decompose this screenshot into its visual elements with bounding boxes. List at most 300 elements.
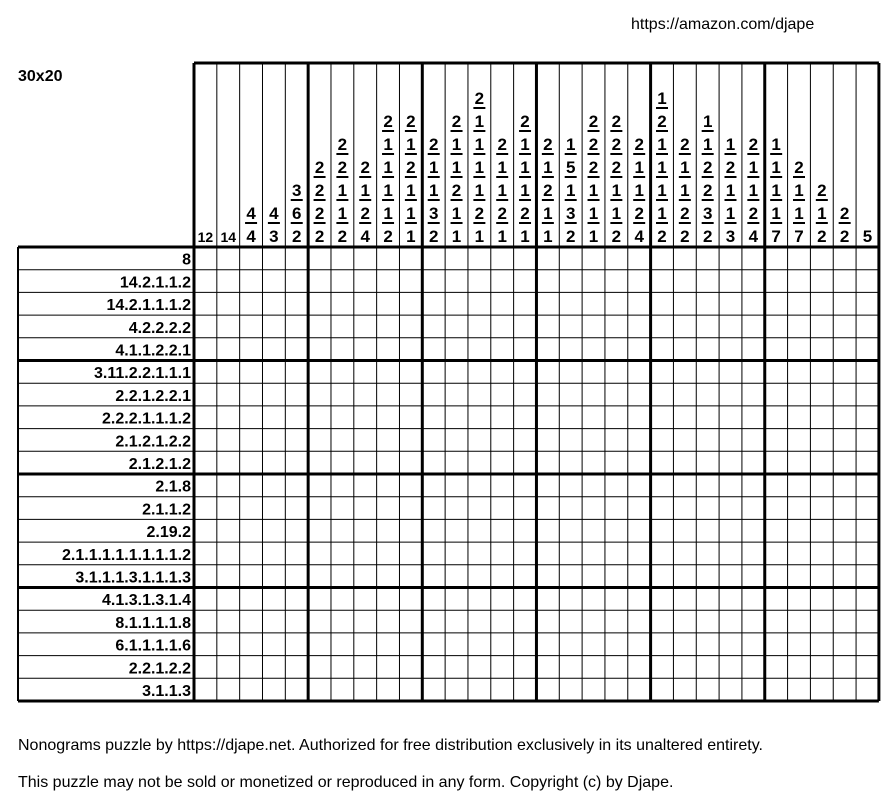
grid-cell[interactable] — [308, 542, 331, 565]
grid-cell[interactable] — [308, 656, 331, 679]
grid-cell[interactable] — [491, 406, 514, 429]
grid-cell[interactable] — [308, 588, 331, 611]
grid-cell[interactable] — [856, 656, 879, 679]
grid-cell[interactable] — [331, 588, 354, 611]
grid-cell[interactable] — [194, 292, 217, 315]
grid-cell[interactable] — [468, 429, 491, 452]
grid-cell[interactable] — [377, 678, 400, 701]
grid-cell[interactable] — [765, 451, 788, 474]
grid-cell[interactable] — [399, 474, 422, 497]
grid-cell[interactable] — [605, 383, 628, 406]
grid-cell[interactable] — [719, 588, 742, 611]
grid-cell[interactable] — [331, 247, 354, 270]
grid-cell[interactable] — [377, 565, 400, 588]
grid-cell[interactable] — [194, 678, 217, 701]
grid-cell[interactable] — [194, 451, 217, 474]
grid-cell[interactable] — [536, 565, 559, 588]
grid-cell[interactable] — [445, 519, 468, 542]
grid-cell[interactable] — [788, 633, 811, 656]
grid-cell[interactable] — [810, 338, 833, 361]
grid-cell[interactable] — [696, 292, 719, 315]
grid-cell[interactable] — [194, 270, 217, 293]
grid-cell[interactable] — [514, 429, 537, 452]
grid-cell[interactable] — [285, 338, 308, 361]
grid-cell[interactable] — [810, 610, 833, 633]
grid-cell[interactable] — [559, 292, 582, 315]
grid-cell[interactable] — [536, 542, 559, 565]
grid-cell[interactable] — [765, 497, 788, 520]
grid-cell[interactable] — [856, 588, 879, 611]
grid-cell[interactable] — [719, 633, 742, 656]
grid-cell[interactable] — [582, 542, 605, 565]
grid-cell[interactable] — [491, 338, 514, 361]
grid-cell[interactable] — [377, 270, 400, 293]
grid-cell[interactable] — [240, 315, 263, 338]
grid-cell[interactable] — [605, 406, 628, 429]
grid-cell[interactable] — [765, 542, 788, 565]
grid-cell[interactable] — [536, 406, 559, 429]
grid-cell[interactable] — [582, 610, 605, 633]
grid-cell[interactable] — [308, 292, 331, 315]
grid-cell[interactable] — [765, 633, 788, 656]
grid-cell[interactable] — [399, 315, 422, 338]
grid-cell[interactable] — [262, 474, 285, 497]
grid-cell[interactable] — [468, 519, 491, 542]
grid-cell[interactable] — [605, 429, 628, 452]
grid-cell[interactable] — [559, 338, 582, 361]
grid-cell[interactable] — [628, 361, 651, 384]
grid-cell[interactable] — [285, 474, 308, 497]
grid-cell[interactable] — [240, 429, 263, 452]
grid-cell[interactable] — [308, 610, 331, 633]
grid-cell[interactable] — [399, 406, 422, 429]
grid-cell[interactable] — [765, 270, 788, 293]
grid-cell[interactable] — [719, 474, 742, 497]
grid-cell[interactable] — [856, 247, 879, 270]
grid-cell[interactable] — [399, 519, 422, 542]
grid-cell[interactable] — [673, 678, 696, 701]
grid-cell[interactable] — [285, 247, 308, 270]
grid-cell[interactable] — [194, 610, 217, 633]
grid-cell[interactable] — [262, 406, 285, 429]
grid-cell[interactable] — [719, 383, 742, 406]
grid-cell[interactable] — [673, 361, 696, 384]
grid-cell[interactable] — [765, 406, 788, 429]
grid-cell[interactable] — [399, 610, 422, 633]
grid-cell[interactable] — [514, 588, 537, 611]
grid-cell[interactable] — [468, 678, 491, 701]
grid-cell[interactable] — [377, 451, 400, 474]
grid-cell[interactable] — [308, 633, 331, 656]
grid-cell[interactable] — [377, 247, 400, 270]
grid-cell[interactable] — [582, 361, 605, 384]
grid-cell[interactable] — [194, 383, 217, 406]
grid-cell[interactable] — [262, 270, 285, 293]
grid-cell[interactable] — [856, 474, 879, 497]
grid-cell[interactable] — [788, 565, 811, 588]
grid-cell[interactable] — [194, 542, 217, 565]
grid-cell[interactable] — [559, 247, 582, 270]
grid-cell[interactable] — [354, 247, 377, 270]
grid-cell[interactable] — [559, 610, 582, 633]
grid-cell[interactable] — [514, 451, 537, 474]
grid-cell[interactable] — [628, 633, 651, 656]
grid-cell[interactable] — [559, 633, 582, 656]
grid-cell[interactable] — [217, 497, 240, 520]
grid-cell[interactable] — [856, 610, 879, 633]
grid-cell[interactable] — [788, 519, 811, 542]
grid-cell[interactable] — [377, 315, 400, 338]
grid-cell[interactable] — [491, 292, 514, 315]
grid-cell[interactable] — [673, 429, 696, 452]
grid-cell[interactable] — [628, 429, 651, 452]
grid-cell[interactable] — [856, 361, 879, 384]
grid-cell[interactable] — [422, 588, 445, 611]
grid-cell[interactable] — [240, 656, 263, 679]
grid-cell[interactable] — [696, 610, 719, 633]
grid-cell[interactable] — [651, 247, 674, 270]
grid-cell[interactable] — [696, 678, 719, 701]
grid-cell[interactable] — [651, 497, 674, 520]
grid-cell[interactable] — [536, 610, 559, 633]
grid-cell[interactable] — [308, 361, 331, 384]
grid-cell[interactable] — [673, 588, 696, 611]
grid-cell[interactable] — [833, 451, 856, 474]
grid-cell[interactable] — [331, 292, 354, 315]
grid-cell[interactable] — [719, 497, 742, 520]
grid-cell[interactable] — [514, 474, 537, 497]
grid-cell[interactable] — [445, 406, 468, 429]
grid-cell[interactable] — [514, 497, 537, 520]
grid-cell[interactable] — [536, 270, 559, 293]
grid-cell[interactable] — [194, 497, 217, 520]
grid-cell[interactable] — [399, 451, 422, 474]
grid-cell[interactable] — [377, 656, 400, 679]
grid-cell[interactable] — [377, 633, 400, 656]
grid-cell[interactable] — [765, 315, 788, 338]
grid-cell[interactable] — [217, 383, 240, 406]
grid-cell[interactable] — [559, 565, 582, 588]
grid-cell[interactable] — [536, 429, 559, 452]
grid-cell[interactable] — [194, 406, 217, 429]
grid-cell[interactable] — [788, 542, 811, 565]
grid-cell[interactable] — [582, 588, 605, 611]
grid-cell[interactable] — [582, 633, 605, 656]
grid-cell[interactable] — [628, 315, 651, 338]
grid-cell[interactable] — [810, 656, 833, 679]
grid-cell[interactable] — [696, 270, 719, 293]
grid-cell[interactable] — [719, 429, 742, 452]
grid-cell[interactable] — [536, 497, 559, 520]
grid-cell[interactable] — [673, 542, 696, 565]
grid-cell[interactable] — [468, 588, 491, 611]
grid-cell[interactable] — [422, 519, 445, 542]
grid-cell[interactable] — [788, 497, 811, 520]
grid-cell[interactable] — [628, 678, 651, 701]
grid-cell[interactable] — [536, 656, 559, 679]
grid-cell[interactable] — [719, 270, 742, 293]
grid-cell[interactable] — [194, 315, 217, 338]
grid-cell[interactable] — [331, 542, 354, 565]
grid-cell[interactable] — [536, 338, 559, 361]
grid-cell[interactable] — [194, 338, 217, 361]
grid-cell[interactable] — [331, 656, 354, 679]
grid-cell[interactable] — [217, 406, 240, 429]
grid-cell[interactable] — [285, 678, 308, 701]
grid-cell[interactable] — [285, 406, 308, 429]
grid-cell[interactable] — [217, 474, 240, 497]
grid-cell[interactable] — [331, 361, 354, 384]
grid-cell[interactable] — [217, 292, 240, 315]
grid-cell[interactable] — [308, 406, 331, 429]
grid-cell[interactable] — [856, 565, 879, 588]
grid-cell[interactable] — [833, 565, 856, 588]
grid-cell[interactable] — [514, 656, 537, 679]
grid-cell[interactable] — [331, 610, 354, 633]
grid-cell[interactable] — [194, 247, 217, 270]
grid-cell[interactable] — [673, 270, 696, 293]
grid-cell[interactable] — [788, 383, 811, 406]
grid-cell[interactable] — [422, 678, 445, 701]
grid-cell[interactable] — [217, 338, 240, 361]
grid-cell[interactable] — [240, 565, 263, 588]
grid-cell[interactable] — [308, 519, 331, 542]
grid-cell[interactable] — [536, 315, 559, 338]
grid-cell[interactable] — [377, 338, 400, 361]
grid-cell[interactable] — [422, 406, 445, 429]
grid-cell[interactable] — [262, 315, 285, 338]
grid-cell[interactable] — [422, 451, 445, 474]
grid-cell[interactable] — [354, 451, 377, 474]
grid-cell[interactable] — [765, 678, 788, 701]
grid-cell[interactable] — [285, 429, 308, 452]
grid-cell[interactable] — [468, 565, 491, 588]
grid-cell[interactable] — [673, 338, 696, 361]
grid-cell[interactable] — [719, 542, 742, 565]
grid-cell[interactable] — [262, 338, 285, 361]
grid-cell[interactable] — [673, 610, 696, 633]
grid-cell[interactable] — [651, 429, 674, 452]
grid-cell[interactable] — [514, 383, 537, 406]
grid-cell[interactable] — [354, 406, 377, 429]
grid-cell[interactable] — [468, 542, 491, 565]
grid-cell[interactable] — [559, 315, 582, 338]
grid-cell[interactable] — [582, 338, 605, 361]
grid-cell[interactable] — [377, 610, 400, 633]
grid-cell[interactable] — [240, 474, 263, 497]
grid-cell[interactable] — [331, 565, 354, 588]
grid-cell[interactable] — [582, 497, 605, 520]
grid-cell[interactable] — [696, 451, 719, 474]
grid-cell[interactable] — [651, 610, 674, 633]
grid-cell[interactable] — [833, 338, 856, 361]
grid-cell[interactable] — [856, 633, 879, 656]
grid-cell[interactable] — [194, 656, 217, 679]
grid-cell[interactable] — [491, 633, 514, 656]
grid-cell[interactable] — [719, 315, 742, 338]
grid-cell[interactable] — [422, 383, 445, 406]
grid-cell[interactable] — [491, 429, 514, 452]
grid-cell[interactable] — [354, 383, 377, 406]
grid-cell[interactable] — [628, 542, 651, 565]
grid-cell[interactable] — [399, 588, 422, 611]
grid-cell[interactable] — [285, 519, 308, 542]
grid-cell[interactable] — [445, 429, 468, 452]
grid-cell[interactable] — [514, 315, 537, 338]
grid-cell[interactable] — [696, 633, 719, 656]
grid-cell[interactable] — [833, 361, 856, 384]
grid-cell[interactable] — [605, 610, 628, 633]
grid-cell[interactable] — [285, 610, 308, 633]
grid-cell[interactable] — [628, 656, 651, 679]
grid-cell[interactable] — [628, 451, 651, 474]
grid-cell[interactable] — [354, 292, 377, 315]
grid-cell[interactable] — [262, 361, 285, 384]
grid-cell[interactable] — [514, 542, 537, 565]
grid-cell[interactable] — [491, 678, 514, 701]
grid-cell[interactable] — [605, 270, 628, 293]
grid-cell[interactable] — [605, 565, 628, 588]
grid-cell[interactable] — [468, 656, 491, 679]
grid-cell[interactable] — [582, 678, 605, 701]
grid-cell[interactable] — [377, 361, 400, 384]
grid-cell[interactable] — [582, 656, 605, 679]
grid-cell[interactable] — [833, 633, 856, 656]
grid-cell[interactable] — [217, 678, 240, 701]
grid-cell[interactable] — [217, 247, 240, 270]
grid-cell[interactable] — [514, 633, 537, 656]
grid-cell[interactable] — [468, 406, 491, 429]
grid-cell[interactable] — [651, 633, 674, 656]
grid-cell[interactable] — [765, 292, 788, 315]
grid-cell[interactable] — [536, 247, 559, 270]
grid-cell[interactable] — [354, 519, 377, 542]
grid-cell[interactable] — [559, 270, 582, 293]
grid-cell[interactable] — [651, 565, 674, 588]
grid-cell[interactable] — [559, 519, 582, 542]
grid-cell[interactable] — [605, 247, 628, 270]
grid-cell[interactable] — [422, 247, 445, 270]
grid-cell[interactable] — [582, 429, 605, 452]
grid-cell[interactable] — [514, 406, 537, 429]
grid-cell[interactable] — [788, 270, 811, 293]
grid-cell[interactable] — [696, 383, 719, 406]
grid-cell[interactable] — [491, 519, 514, 542]
grid-cell[interactable] — [285, 451, 308, 474]
grid-cell[interactable] — [742, 451, 765, 474]
grid-cell[interactable] — [810, 519, 833, 542]
grid-cell[interactable] — [217, 633, 240, 656]
grid-cell[interactable] — [491, 497, 514, 520]
grid-cell[interactable] — [856, 270, 879, 293]
grid-cell[interactable] — [377, 519, 400, 542]
grid-cell[interactable] — [582, 451, 605, 474]
grid-cell[interactable] — [308, 451, 331, 474]
grid-cell[interactable] — [354, 542, 377, 565]
grid-cell[interactable] — [354, 656, 377, 679]
grid-cell[interactable] — [605, 338, 628, 361]
grid-cell[interactable] — [262, 542, 285, 565]
grid-cell[interactable] — [833, 292, 856, 315]
grid-cell[interactable] — [788, 338, 811, 361]
grid-cell[interactable] — [308, 678, 331, 701]
grid-cell[interactable] — [559, 497, 582, 520]
grid-cell[interactable] — [514, 565, 537, 588]
grid-cell[interactable] — [491, 247, 514, 270]
grid-cell[interactable] — [788, 315, 811, 338]
grid-cell[interactable] — [651, 588, 674, 611]
grid-cell[interactable] — [742, 270, 765, 293]
grid-cell[interactable] — [217, 610, 240, 633]
grid-cell[interactable] — [856, 519, 879, 542]
grid-cell[interactable] — [285, 656, 308, 679]
grid-cell[interactable] — [651, 678, 674, 701]
grid-cell[interactable] — [308, 247, 331, 270]
grid-cell[interactable] — [422, 565, 445, 588]
grid-cell[interactable] — [559, 474, 582, 497]
grid-cell[interactable] — [651, 542, 674, 565]
grid-cell[interactable] — [240, 519, 263, 542]
grid-cell[interactable] — [354, 474, 377, 497]
grid-cell[interactable] — [377, 383, 400, 406]
grid-cell[interactable] — [810, 406, 833, 429]
grid-cell[interactable] — [833, 474, 856, 497]
grid-cell[interactable] — [673, 247, 696, 270]
grid-cell[interactable] — [445, 588, 468, 611]
grid-cell[interactable] — [765, 247, 788, 270]
grid-cell[interactable] — [742, 315, 765, 338]
grid-cell[interactable] — [765, 383, 788, 406]
grid-cell[interactable] — [240, 338, 263, 361]
grid-cell[interactable] — [810, 474, 833, 497]
grid-cell[interactable] — [468, 497, 491, 520]
grid-cell[interactable] — [262, 678, 285, 701]
grid-cell[interactable] — [651, 383, 674, 406]
grid-cell[interactable] — [605, 656, 628, 679]
grid-cell[interactable] — [673, 656, 696, 679]
grid-cell[interactable] — [696, 656, 719, 679]
grid-cell[interactable] — [788, 451, 811, 474]
grid-cell[interactable] — [742, 633, 765, 656]
grid-cell[interactable] — [856, 315, 879, 338]
grid-cell[interactable] — [742, 656, 765, 679]
grid-cell[interactable] — [833, 588, 856, 611]
grid-cell[interactable] — [536, 292, 559, 315]
grid-cell[interactable] — [514, 292, 537, 315]
grid-cell[interactable] — [719, 338, 742, 361]
grid-cell[interactable] — [399, 542, 422, 565]
grid-cell[interactable] — [833, 497, 856, 520]
grid-cell[interactable] — [742, 497, 765, 520]
grid-cell[interactable] — [331, 383, 354, 406]
grid-cell[interactable] — [217, 656, 240, 679]
grid-cell[interactable] — [331, 451, 354, 474]
grid-cell[interactable] — [331, 633, 354, 656]
grid-cell[interactable] — [514, 338, 537, 361]
grid-cell[interactable] — [833, 270, 856, 293]
grid-cell[interactable] — [765, 338, 788, 361]
grid-cell[interactable] — [742, 565, 765, 588]
grid-cell[interactable] — [833, 383, 856, 406]
grid-cell[interactable] — [742, 338, 765, 361]
grid-cell[interactable] — [491, 451, 514, 474]
grid-cell[interactable] — [696, 406, 719, 429]
grid-cell[interactable] — [217, 315, 240, 338]
grid-cell[interactable] — [582, 270, 605, 293]
grid-cell[interactable] — [285, 270, 308, 293]
grid-cell[interactable] — [377, 292, 400, 315]
grid-cell[interactable] — [217, 451, 240, 474]
